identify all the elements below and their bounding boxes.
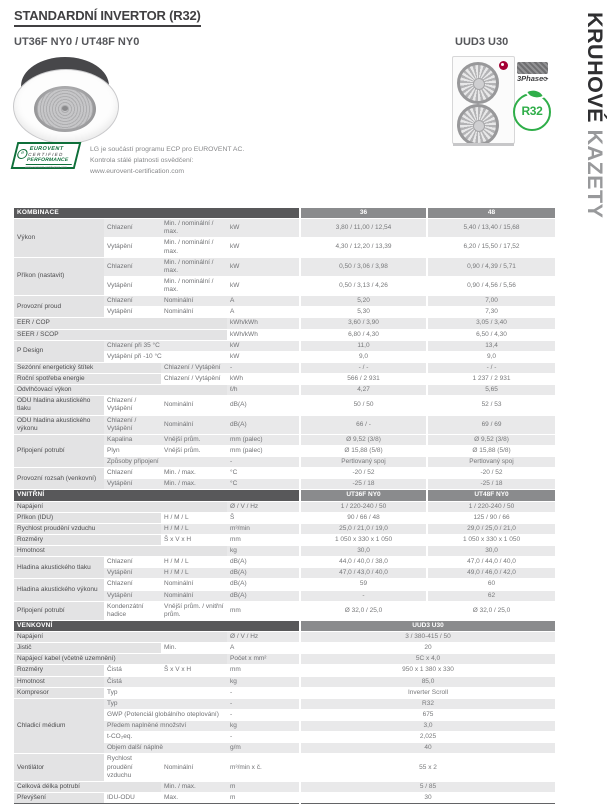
sub-label-cell: Objem další náplně	[104, 743, 227, 754]
unit-cell: dB(A)	[227, 568, 300, 579]
sub-label-cell: Vytápění	[104, 307, 161, 318]
eurovent-emblem-icon: e	[16, 149, 28, 159]
spec-row	[14, 468, 555, 479]
spec-row	[14, 579, 555, 590]
unit-cell: kW	[227, 351, 300, 362]
unit-cell: dB(A)	[227, 590, 300, 601]
side-tab-primary: KRUHOVÉ	[583, 12, 607, 124]
value-cell: -	[300, 590, 427, 601]
group-label-cell: Hladina akustického tlaku	[14, 557, 104, 579]
sub-label-cell: Kondenzátní hadice	[104, 601, 161, 620]
sub-label-cell: Chlazení	[104, 219, 161, 238]
outdoor-unit-image	[452, 56, 515, 144]
sub-label-cell: Š x V x H	[161, 534, 227, 545]
group-label-cell: Provozní rozsah (venkovní)	[14, 468, 104, 490]
group-label-cell: Sezónní energetický štítek	[14, 362, 161, 373]
sub-label-cell: Chlazení při 35 °C	[104, 340, 227, 351]
unit-cell: Ø / V / Hz	[227, 501, 300, 512]
group-label-cell: ODU hladina akustického tlaku	[14, 396, 104, 415]
group-label-cell: Napájení	[14, 501, 227, 512]
group-label-cell: Jistič	[14, 643, 161, 654]
sub-label-cell: Nominální	[161, 415, 227, 434]
unit-cell: Ø / V / Hz	[227, 632, 300, 643]
value-cell: 6,80 / 4,30	[300, 329, 427, 340]
section-header-row	[14, 490, 555, 501]
lg-logo-icon	[499, 61, 508, 70]
sub-label-cell: H / M / L	[161, 512, 227, 523]
spec-row	[14, 654, 555, 665]
unit-cell: A	[227, 296, 300, 307]
value-cell: 1 / 220-240 / 50	[300, 501, 427, 512]
unit-cell: kW	[227, 340, 300, 351]
value-cell: 49,0 / 46,0 / 42,0	[427, 568, 555, 579]
unit-cell: mm (palec)	[227, 434, 300, 445]
spec-row	[14, 792, 555, 803]
sub-label-cell: Š x V x H	[161, 665, 227, 676]
sub-label-cell: Kapalina	[104, 434, 161, 445]
value-cell: 5C x 4,0	[300, 654, 555, 665]
sub-label-cell: Chlazení	[104, 468, 161, 479]
sub-label-cell: H / M / L	[161, 523, 227, 534]
sub-label-cell: Chlazení / Vytápění	[161, 362, 227, 373]
value-cell: 30,0	[300, 546, 427, 557]
value-cell: 30,0	[427, 546, 555, 557]
group-label-cell: Hladina akustického výkonu	[14, 579, 104, 601]
sub-label-cell: Vnější prům.	[161, 445, 227, 456]
sub-label-cell: Min. / max.	[161, 468, 227, 479]
group-label-cell: SEER / SCOP	[14, 329, 227, 340]
value-cell: 3,60 / 3,90	[300, 318, 427, 329]
group-label-cell: ODU hladina akustického výkonu	[14, 415, 104, 434]
group-label-cell: Příkon (nastavit)	[14, 257, 104, 296]
sub-label-cell: Vnější prům.	[161, 434, 227, 445]
sub-label-cell: Plyn	[104, 445, 161, 456]
sub-label-cell: Vytápění	[104, 238, 161, 257]
group-label-cell: Výkon	[14, 219, 104, 258]
eurovent-certification-url: www.eurovent-certification.com	[90, 168, 185, 176]
value-cell: 62	[427, 590, 555, 601]
fan-icon	[457, 62, 499, 104]
column-header: UUD3 U30	[300, 620, 555, 631]
section-title: KOMBINACE	[14, 208, 300, 219]
value-cell: 2,025	[300, 732, 555, 743]
sub-label-cell: t-CO₂eq.	[104, 732, 227, 743]
value-cell: 52 / 53	[427, 396, 555, 415]
value-cell: 1 050 x 330 x 1 050	[300, 534, 427, 545]
value-cell: 9,0	[427, 351, 555, 362]
value-cell: 125 / 90 / 66	[427, 512, 555, 523]
eurovent-logo-line2: CERTIFIED	[27, 152, 65, 157]
spec-row	[14, 665, 555, 676]
phase-label: 3Phase	[517, 74, 544, 83]
value-cell: 950 x 1 380 x 330	[300, 665, 555, 676]
value-cell: 0,50 / 3,13 / 4,26	[300, 276, 427, 295]
unit-cell: m	[227, 792, 300, 803]
spec-row	[14, 257, 555, 276]
unit-cell: kW	[227, 238, 300, 257]
spec-row	[14, 601, 555, 620]
unit-cell: mm (palec)	[227, 445, 300, 456]
unit-cell: kW	[227, 257, 300, 276]
sub-label-cell: Min. / nominální / max.	[161, 238, 227, 257]
three-phase-badge	[517, 62, 555, 88]
unit-cell: -	[227, 698, 300, 709]
sub-label-cell: Typ	[104, 687, 227, 698]
value-cell: -25 / 18	[300, 479, 427, 490]
value-cell: Pertlovaný spoj	[427, 457, 555, 468]
spec-row	[14, 512, 555, 523]
value-cell: -20 / 52	[300, 468, 427, 479]
group-label-cell: Kompresor	[14, 687, 104, 698]
value-cell: Ø 32,0 / 25,0	[427, 601, 555, 620]
sub-label-cell: Vnější prům. / vnitřní prům.	[161, 601, 227, 620]
value-cell: - / -	[427, 362, 555, 373]
indoor-unit-image	[13, 56, 117, 144]
unit-cell: kW	[227, 219, 300, 238]
eurovent-block	[14, 142, 244, 178]
group-label-cell: Rozměry	[14, 534, 161, 545]
value-cell: 566 / 2 931	[300, 374, 427, 385]
value-cell: - / -	[300, 362, 427, 373]
value-cell: 0,90 / 4,56 / 5,56	[427, 276, 555, 295]
value-cell: 3,0	[300, 721, 555, 732]
group-label-cell: EER / COP	[14, 318, 227, 329]
value-cell: 3,05 / 3,40	[427, 318, 555, 329]
unit-cell: Š	[227, 512, 300, 523]
unit-cell: mm	[227, 665, 300, 676]
value-cell: 5,20	[300, 296, 427, 307]
unit-cell: dB(A)	[227, 579, 300, 590]
unit-cell: A	[227, 643, 300, 654]
section-header-row	[14, 208, 555, 219]
sub-label-cell: H / M / L	[161, 568, 227, 579]
value-cell: 5,30	[300, 307, 427, 318]
spec-row	[14, 318, 555, 329]
value-cell: 4,30 / 12,20 / 13,39	[300, 238, 427, 257]
value-cell: 47,0 / 43,0 / 40,0	[300, 568, 427, 579]
spec-row	[14, 523, 555, 534]
sub-label-cell: Vytápění	[104, 590, 161, 601]
eurovent-line2: Kontrola stálé platnosti osvědčení:	[90, 157, 194, 165]
sub-label-cell: Nominální	[161, 754, 227, 781]
outdoor-model-name: UUD3 U30	[455, 36, 509, 48]
spec-row	[14, 698, 555, 709]
group-label-cell: Převýšení	[14, 792, 104, 803]
sub-label-cell: Min. / max.	[161, 479, 227, 490]
sub-label-cell: Chlazení	[104, 557, 161, 568]
spec-row	[14, 296, 555, 307]
value-cell: -20 / 52	[427, 468, 555, 479]
value-cell: 3 / 380-415 / 50	[300, 632, 555, 643]
value-cell: 11,0	[300, 340, 427, 351]
value-cell: 5,65	[427, 385, 555, 396]
group-label-cell: Rozměry	[14, 665, 104, 676]
group-label-cell: Provozní proud	[14, 296, 104, 318]
category-side-tab	[582, 12, 607, 219]
spec-row	[14, 557, 555, 568]
unit-cell: -	[227, 709, 300, 720]
spec-row	[14, 396, 555, 415]
unit-cell: °C	[227, 479, 300, 490]
spec-row	[14, 362, 555, 373]
value-cell: 9,0	[300, 351, 427, 362]
section-title: VNITŘNÍ	[14, 490, 300, 501]
value-cell: 1 237 / 2 931	[427, 374, 555, 385]
sub-label-cell: GWP (Potenciál globálního oteplování)	[104, 709, 227, 720]
value-cell: 0,90 / 4,39 / 5,71	[427, 257, 555, 276]
sub-label-cell: Typ	[104, 698, 227, 709]
value-cell: 0,50 / 3,06 / 3,98	[300, 257, 427, 276]
sub-label-cell: Vytápění	[104, 479, 161, 490]
value-cell: 3,80 / 11,00 / 12,54	[300, 219, 427, 238]
sub-label-cell: Max.	[161, 792, 227, 803]
unit-cell: kg	[227, 546, 300, 557]
sub-label-cell: Min. / nominální / max.	[161, 257, 227, 276]
sub-label-cell: Min. / max.	[161, 781, 227, 792]
sub-label-cell: Nominální	[161, 579, 227, 590]
value-cell: Ø 15,88 (5/8)	[427, 445, 555, 456]
sub-label-cell: Chlazení / Vytápění	[104, 415, 161, 434]
value-cell: 29,0 / 25,0 / 21,0	[427, 523, 555, 534]
value-cell: 85,0	[300, 676, 555, 687]
unit-cell: ℓ/h	[227, 385, 300, 396]
spec-row	[14, 434, 555, 445]
sub-label-cell: Min.	[161, 643, 227, 654]
sub-label-cell: Rychlost proudění vzduchu	[104, 754, 161, 781]
sub-label-cell: Čistá	[104, 676, 227, 687]
value-cell: 30	[300, 792, 555, 803]
value-cell: 1 / 220-240 / 50	[427, 501, 555, 512]
group-label-cell: Celková délka potrubí	[14, 781, 161, 792]
section-title: VENKOVNÍ	[14, 620, 300, 631]
group-label-cell: Napájení	[14, 632, 227, 643]
value-cell: Ø 9,52 (3/8)	[427, 434, 555, 445]
group-label-cell: Připojení potrubí	[14, 601, 104, 620]
sub-label-cell: Čistá	[104, 665, 161, 676]
value-cell: 90 / 66 / 48	[300, 512, 427, 523]
value-cell: 675	[300, 709, 555, 720]
value-cell: Ø 15,88 (5/8)	[300, 445, 427, 456]
spec-row	[14, 781, 555, 792]
value-cell: 1 050 x 330 x 1 050	[427, 534, 555, 545]
unit-cell: kWh/kWh	[227, 329, 300, 340]
value-cell: 5 / 85	[300, 781, 555, 792]
cassette-hub	[62, 106, 68, 111]
column-header: 36	[300, 208, 427, 219]
unit-cell: dB(A)	[227, 557, 300, 568]
sub-label-cell: Chlazení	[104, 579, 161, 590]
spec-row	[14, 385, 555, 396]
spec-row	[14, 415, 555, 434]
unit-cell: mm	[227, 534, 300, 545]
sub-label-cell: Nominální	[161, 590, 227, 601]
eurovent-logo	[11, 142, 82, 169]
unit-cell: m³/min x č.	[227, 754, 300, 781]
spec-table-wrap	[14, 207, 555, 804]
spec-row	[14, 219, 555, 238]
r32-badge	[513, 93, 551, 131]
group-label-cell: Odvlhčovací výkon	[14, 385, 227, 396]
value-cell: 55 x 2	[300, 754, 555, 781]
sub-label-cell: Min. / nominální / max.	[161, 219, 227, 238]
spec-row	[14, 687, 555, 698]
spec-row	[14, 534, 555, 545]
section-header-row	[14, 620, 555, 631]
unit-cell: kg	[227, 721, 300, 732]
value-cell: 5,40 / 13,40 / 15,68	[427, 219, 555, 238]
group-label-cell: Příkon (IDU)	[14, 512, 161, 523]
sub-label-cell: Vytápění	[104, 568, 161, 579]
group-label-cell: Hmotnost	[14, 546, 227, 557]
unit-cell: kg	[227, 676, 300, 687]
sub-label-cell: Chlazení	[104, 296, 161, 307]
r32-label: R32	[521, 104, 543, 118]
sub-label-cell: Nominální	[161, 296, 227, 307]
unit-cell: kW	[227, 276, 300, 295]
value-cell: 6,20 / 15,50 / 17,52	[427, 238, 555, 257]
unit-cell: kWh/kWh	[227, 318, 300, 329]
unit-cell: -	[227, 362, 300, 373]
sub-label-cell: Vytápění	[104, 276, 161, 295]
spec-row	[14, 754, 555, 781]
sub-label-cell: Chlazení / Vytápění	[104, 396, 161, 415]
sub-label-cell: Chlazení / Vytápění	[161, 374, 227, 385]
eurovent-line1: LG je součástí programu ECP pro EUROVENT AC.	[90, 146, 245, 153]
spec-row	[14, 632, 555, 643]
sub-label-cell: H / M / L	[161, 557, 227, 568]
value-cell: -25 / 18	[427, 479, 555, 490]
phase-hatch-icon	[517, 62, 548, 74]
sub-label-cell: Způsoby připojení	[104, 457, 227, 468]
value-cell: 60	[427, 579, 555, 590]
sub-label-cell: IDU-ODU	[104, 792, 161, 803]
spec-row	[14, 329, 555, 340]
group-label-cell: Připojení potrubí	[14, 434, 104, 467]
value-cell: Pertlovaný spoj	[300, 457, 427, 468]
value-cell: 7,00	[427, 296, 555, 307]
group-label-cell: Hmotnost	[14, 676, 104, 687]
swirl-arrow-icon: ⟳	[543, 77, 549, 83]
value-cell: 66 / -	[300, 415, 427, 434]
group-label-cell: Ventilátor	[14, 754, 104, 781]
value-cell: 13,4	[427, 340, 555, 351]
unit-cell: m³/min	[227, 523, 300, 534]
value-cell: Inverter Scroll	[300, 687, 555, 698]
sub-label-cell: Vytápění při -10 °C	[104, 351, 227, 362]
unit-cell: dB(A)	[227, 396, 300, 415]
value-cell: 20	[300, 643, 555, 654]
value-cell: R32	[300, 698, 555, 709]
spec-table	[14, 207, 555, 804]
value-cell: 69 / 69	[427, 415, 555, 434]
value-cell: 44,0 / 40,0 / 38,0	[300, 557, 427, 568]
group-label-cell: P Design	[14, 340, 104, 362]
outdoor-unit-base	[453, 143, 514, 146]
unit-cell: kWh	[227, 374, 300, 385]
value-cell: Ø 32,0 / 25,0	[300, 601, 427, 620]
column-header: UT48F NY0	[427, 490, 555, 501]
sub-label-cell: Předem naplněné množství	[104, 721, 227, 732]
indoor-model-names: UT36F NY0 / UT48F NY0	[14, 36, 140, 48]
eurovent-logo-line3: PERFORMANCE	[26, 157, 70, 163]
value-cell: 47,0 / 44,0 / 40,0	[427, 557, 555, 568]
value-cell: 59	[300, 579, 427, 590]
value-cell: 40	[300, 743, 555, 754]
unit-cell: -	[227, 687, 300, 698]
sub-label-cell: Nominální	[161, 307, 227, 318]
group-label-cell: Napájecí kabel (včetně uzemnění)	[14, 654, 227, 665]
value-cell: 50 / 50	[300, 396, 427, 415]
group-label-cell: Rychlost proudění vzduchu	[14, 523, 161, 534]
group-label-cell: Roční spotřeba energie	[14, 374, 161, 385]
value-cell: 4,27	[300, 385, 427, 396]
fan-icon	[457, 104, 499, 146]
spec-row	[14, 643, 555, 654]
unit-cell: dB(A)	[227, 415, 300, 434]
spec-row	[14, 501, 555, 512]
value-cell: 6,50 / 4,30	[427, 329, 555, 340]
column-header: 48	[427, 208, 555, 219]
unit-cell: m	[227, 781, 300, 792]
eurovent-text	[90, 142, 244, 178]
unit-cell: Počet x mm²	[227, 654, 300, 665]
value-cell: Ø 9,52 (3/8)	[300, 434, 427, 445]
sub-label-cell: Nominální	[161, 396, 227, 415]
value-cell: 25,0 / 21,0 / 19,0	[300, 523, 427, 534]
value-cell: 7,30	[427, 307, 555, 318]
eurovent-logo-line4: www.eurovent-certification.com	[25, 164, 72, 169]
spec-row	[14, 676, 555, 687]
spec-row	[14, 340, 555, 351]
eurovent-logo-line1: EUROVENT	[28, 146, 65, 152]
sub-label-cell: Min. / nominální / max.	[161, 276, 227, 295]
sub-label-cell: Chlazení	[104, 257, 161, 276]
spec-row	[14, 374, 555, 385]
unit-cell: -	[227, 732, 300, 743]
column-header: UT36F NY0	[300, 490, 427, 501]
unit-cell: g/m	[227, 743, 300, 754]
page-title: STANDARDNÍ INVERTOR (R32)	[14, 8, 201, 27]
spec-row	[14, 546, 555, 557]
side-tab-secondary: KAZETY	[583, 123, 607, 219]
unit-cell: mm	[227, 601, 300, 620]
unit-cell: -	[227, 457, 300, 468]
unit-cell: °C	[227, 468, 300, 479]
unit-cell: A	[227, 307, 300, 318]
group-label-cell: Chladicí médium	[14, 698, 104, 754]
